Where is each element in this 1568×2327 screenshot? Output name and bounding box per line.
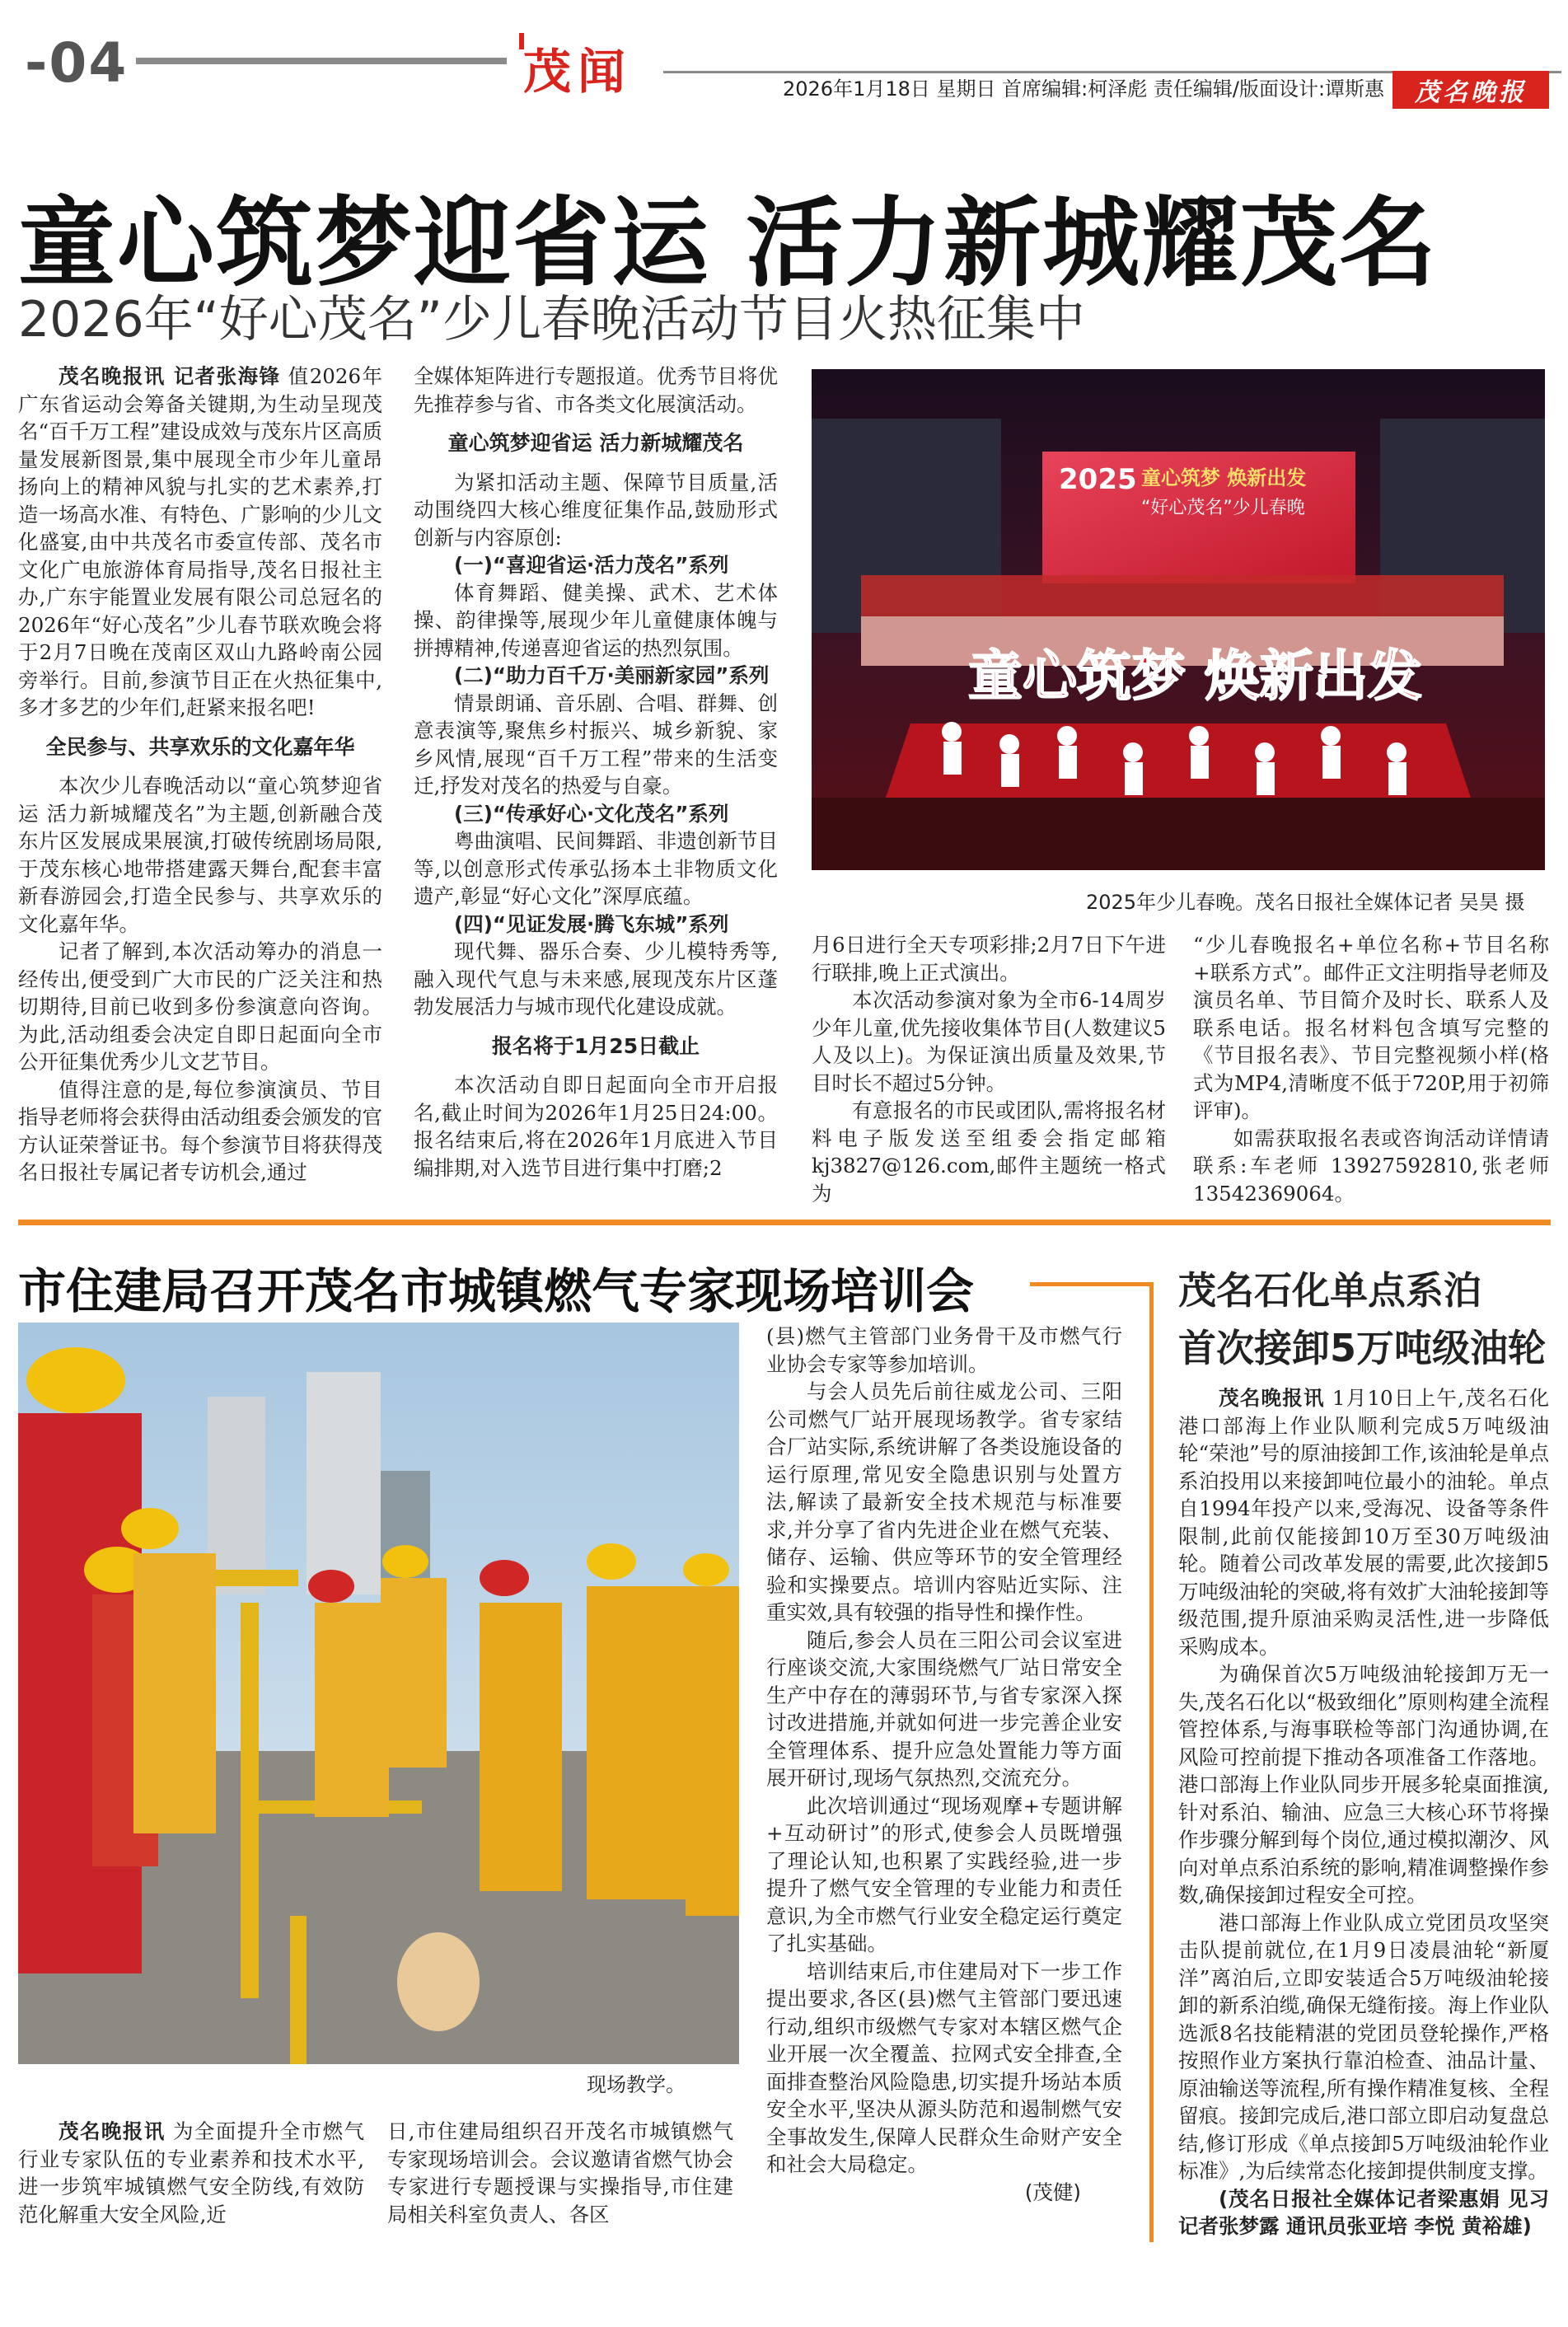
paragraph: 记者了解到,本次活动筹办的消息一经传出,便受到广大市民的广泛关注和热切期待,目前已收到多份参演意向咨询。为此,活动组委会决定自即日起面向全市公开征集优秀少儿文艺节目。 bbox=[18, 939, 382, 1074]
newspaper-logo: 茂名晚报 bbox=[1392, 71, 1549, 109]
screen-title: 童心筑梦 焕新出发 bbox=[1141, 466, 1307, 489]
issue-meta: 2026年1月18日 星期日 首席编辑:柯泽彪 责任编辑/版面设计:谭斯惠 bbox=[783, 77, 1385, 101]
category-heading: (二)“助力百千万·美丽新家园”系列 bbox=[454, 663, 770, 687]
screen-subtitle: “好心茂名”少儿春晚 bbox=[1141, 498, 1305, 518]
photo-caption: 现场教学。 bbox=[587, 2073, 686, 2096]
paragraph: 本次活动自即日起面向全市开启报名,截止时间为2026年1月25日24:00。报名结束后,将在2026年1月底进入节目编排期,对入选节目进行集中打磨;2 bbox=[414, 1073, 778, 1180]
paragraph: 日,市住建局组织召开茂名市城镇燃气专家现场培训会。会议邀请省燃气协会专家进行专题授课与实操指导,市住建局相关科室负责人、各区 bbox=[387, 2119, 733, 2226]
paragraph: 全媒体矩阵进行专题报道。优秀节目将优先推荐参与省、市各类文化展演活动。 bbox=[414, 364, 778, 416]
article-signature: (茂健) bbox=[1024, 2180, 1081, 2204]
subheading: 童心筑梦迎省运 活力新城耀茂名 bbox=[447, 431, 744, 455]
article3-body bbox=[1178, 1384, 1549, 2240]
article1-col3 bbox=[812, 931, 1166, 1207]
article2-col1 bbox=[18, 2118, 364, 2228]
column-divider bbox=[1149, 1282, 1154, 2242]
category-heading: (三)“传承好心·文化茂名”系列 bbox=[454, 801, 729, 826]
page-number: -04 bbox=[25, 31, 129, 95]
subheading: 报名将于1月25日截止 bbox=[491, 1033, 700, 1058]
paragraph: 培训结束后,市住建局对下一步工作提出要求,各区(县)燃气主管部门要迅速行动,组织市级燃气专家对本辖区燃气企业开展一次全覆盖、拉网式安全排查,全面排查整治风险隐患,切实提升场站本质安全水平,坚决从源头防范和遏制燃气安全事故发生,保障人民群众生命财产安全和社会大局稳定。 bbox=[766, 1959, 1122, 2176]
photo-gas-station-training bbox=[18, 1323, 739, 2064]
article2-col3 bbox=[766, 1323, 1122, 2206]
paragraph: 月6日进行全天专项彩排;2月7日下午进行联排,晚上正式演出。 bbox=[812, 933, 1166, 985]
article1-col4 bbox=[1193, 931, 1549, 1207]
headline-petrochem-line1: 茂名石化单点系泊 bbox=[1178, 1268, 1481, 1313]
stage-slogan: 童心筑梦 焕新出发 bbox=[968, 644, 1422, 708]
paragraph: 此次培训通过“现场观摩+专题讲解+互动研讨”的形式,使参会人员既增强了理论认知,也积累了实践经验,进一步提升了燃气安全管理的专业能力和责任意识,为全市燃气行业安全稳定运行奠定了扎实基础。 bbox=[766, 1793, 1122, 1955]
article-signature: (茂名日报社全媒体记者梁惠娟 见习记者张梦露 通讯员张亚培 李悦 黄裕雄) bbox=[1178, 2186, 1549, 2238]
paragraph: 与会人员先后前往威龙公司、三阳公司燃气厂站开展现场教学。省专家结合厂站实际,系统讲解了各类设施设备的运行原理,常见安全隐患识别与处置方法,解读了最新安全技术规范与标准要求,并分享了省内先进企业在燃气充装、储存、运输、供应等环节的安全管理经验和实操要点。培训内容贴近实际、注重实效,具有较强的指导性和操作性。 bbox=[766, 1379, 1122, 1624]
paragraph: 港口部海上作业队成立党团员攻坚突击队提前就位,在1月9日凌晨油轮“新厦洋”离泊后,立即安装适合5万吨级油轮接卸的新系泊缆,确保无缝衔接。海上作业队选派8名技能精湛的党团员登轮操作,严格按照作业方案执行靠泊检查、油品计量、原油输送等流程,所有操作精准复核、全程留痕。接卸完成后,港口部立即启动复盘总结,修订形成《单点接卸5万吨级油轮作业标准》,为后续常态化接卸提供制度支撑。 bbox=[1178, 1910, 1549, 2183]
paragraph: 本次少儿春晚活动以“童心筑梦迎省运 活力新城耀茂名”为主题,创新融合茂东片区发展成果展演,打破传统剧场局限,于茂东核心地带搭建露天舞台,配套丰富新春游园会,打造全民参与、共享欢乐的文化嘉年华。 bbox=[18, 774, 382, 936]
section-title: 茂闻 bbox=[523, 44, 633, 100]
paragraph: 粤曲演唱、民间舞蹈、非遗创新节目等,以创意形式传承弘扬本土非物质文化遗产,彰显“好心文化”深厚底蕴。 bbox=[414, 829, 778, 908]
headline-petrochem-line2: 首次接卸5万吨级油轮 bbox=[1178, 1326, 1547, 1370]
headline-main: 童心筑梦迎省运 活力新城耀茂名 bbox=[18, 186, 1439, 300]
section-divider bbox=[18, 1220, 1551, 1225]
paragraph: 为紧扣活动主题、保障节目质量,活动围绕四大核心维度征集作品,鼓励形式创新与内容原创: bbox=[414, 470, 778, 550]
paragraph: 本次活动参演对象为全市6-14周岁少年儿童,优先接收集体节目(人数建议5人及以上)。为保证演出质量及效果,节目时长不超过5分钟。 bbox=[812, 988, 1166, 1095]
headline-subtitle: 2026年“好心茂名”少儿春晚活动节目火热征集中 bbox=[18, 291, 1085, 349]
photo-caption: 2025年少儿春晚。茂名日报社全媒体记者 吴昊 摄 bbox=[1086, 891, 1525, 914]
headline-gas-training: 市住建局召开茂名市城镇燃气专家现场培训会 bbox=[18, 1263, 975, 1319]
paragraph: 为全面提升全市燃气行业专家队伍的专业素养和技术水平,进一步筑牢城镇燃气安全防线,有效防范化解重大安全风险,近 bbox=[18, 2119, 364, 2226]
category-heading: (一)“喜迎省运·活力茂名”系列 bbox=[454, 553, 729, 577]
article1-col2 bbox=[414, 363, 778, 1182]
subheading: 全民参与、共享欢乐的文化嘉年华 bbox=[45, 734, 355, 759]
paragraph: 有意报名的市民或团队,需将报名材料电子版发送至组委会指定邮箱kj3827@126.com,邮件主题统一格式为 bbox=[812, 1098, 1166, 1206]
category-heading: (四)“见证发展·腾飞东城”系列 bbox=[454, 911, 729, 936]
byline: 茂名晚报讯 bbox=[59, 2119, 166, 2143]
paragraph: 值2026年广东省运动会筹备关键期,为生动呈现茂名“百千万工程”建设成效与茂东片区高质量发展新图景,集中展现全市少年儿童昂扬向上的精神风貌与扎实的艺术素养,打造一场高水准、有特色、广影响的少儿文化盛宴,由中共茂名市委宣传部、茂名市文化广电旅游体育局指导,茂名日报社主办,广东宇能置业发展有限公司总冠名的2026年“好心茂名”少儿春节联欢晚会将于2月7日晚在茂南区双山九路岭南公园旁举行。目前,参演节目正在火热征集中,多才多艺的少年们,赶紧来报名吧! bbox=[18, 364, 383, 719]
paragraph: 情景朗诵、音乐剧、合唱、群舞、创意表演等,聚焦乡村振兴、城乡新貌、家乡风情,展现“百千万工程”带来的生活变迁,抒发对茂名的热爱与自豪。 bbox=[414, 691, 778, 798]
byline: 茂名晚报讯 bbox=[1219, 1386, 1325, 1410]
paragraph: 值得注意的是,每位参演演员、节目指导老师将会获得由活动组委会颁发的官方认证荣誉证书。每个参演节目将获得茂名日报社专属记者专访机会,通过 bbox=[18, 1077, 382, 1184]
article2-col2 bbox=[387, 2118, 733, 2228]
paragraph: 随后,参会人员在三阳公司会议室进行座谈交流,大家围绕燃气厂站日常安全生产中存在的薄弱环节,与省专家深入探讨改进措施,并就如何进一步完善企业安全管理体系、提升应急处置能力等方面展开研讨,现场气氛热烈,交流充分。 bbox=[766, 1627, 1122, 1790]
header-rule-left bbox=[136, 58, 507, 64]
photo-children-gala bbox=[812, 369, 1545, 870]
paragraph: “少儿春晚报名+单位名称+节目名称+联系方式”。邮件正文注明指导老师及演员名单、节目简介及时长、联系人及联系电话。报名材料包含填写完整的《节目报名表》、节目完整视频小样(格式为MP4,清晰度不低于720P,用于初筛评审)。 bbox=[1193, 933, 1549, 1122]
paragraph: 如需获取报名表或咨询活动详情请联系:车老师 13927592810,张老师13542369064。 bbox=[1193, 1126, 1549, 1206]
paragraph: (县)燃气主管部门业务骨干及市燃气行业协会专家等参加培训。 bbox=[766, 1324, 1122, 1376]
divider-accent bbox=[1030, 1282, 1149, 1286]
paragraph: 现代舞、器乐合奏、少儿模特秀等,融入现代气息与未来感,展现茂东片区蓬勃发展活力与城市现代化建设成就。 bbox=[414, 939, 778, 1018]
byline: 茂名晚报讯 记者张海锋 bbox=[59, 364, 281, 388]
paragraph: 1月10日上午,茂名石化港口部海上作业队顺利完成5万吨级油轮“荣池”号的原油接卸工作,该油轮是单点系泊投用以来接卸吨位最小的油轮。单点自1994年投产以来,受海况、设备等条件限制,此前仅能接卸10万至30万吨级油轮。随着公司改革发展的需要,此次接卸5万吨级油轮的突破,将有效扩大油轮接卸等级范围,提升原油采购灵活性,进一步降低采购成本。 bbox=[1178, 1386, 1549, 1659]
article1-col1 bbox=[18, 363, 382, 1187]
paragraph: 体育舞蹈、健美操、武术、艺术体操、韵律操等,展现少年儿童健康体魄与拼搏精神,传递喜迎省运的热烈氛围。 bbox=[414, 580, 778, 660]
screen-year: 2025 bbox=[1059, 463, 1137, 496]
paragraph: 为确保首次5万吨级油轮接卸万无一失,茂名石化以“极致细化”原则构建全流程管控体系,与海事联检等部门沟通协调,在风险可控前提下推动各项准备工作落地。港口部海上作业队同步开展多轮桌面推演,针对系泊、输油、应急三大核心环节将操作步骤分解到每个岗位,通过模拟潮汐、风向对单点系泊系统的影响,精准调整操作参数,确保接卸过程安全可控。 bbox=[1178, 1662, 1549, 1907]
